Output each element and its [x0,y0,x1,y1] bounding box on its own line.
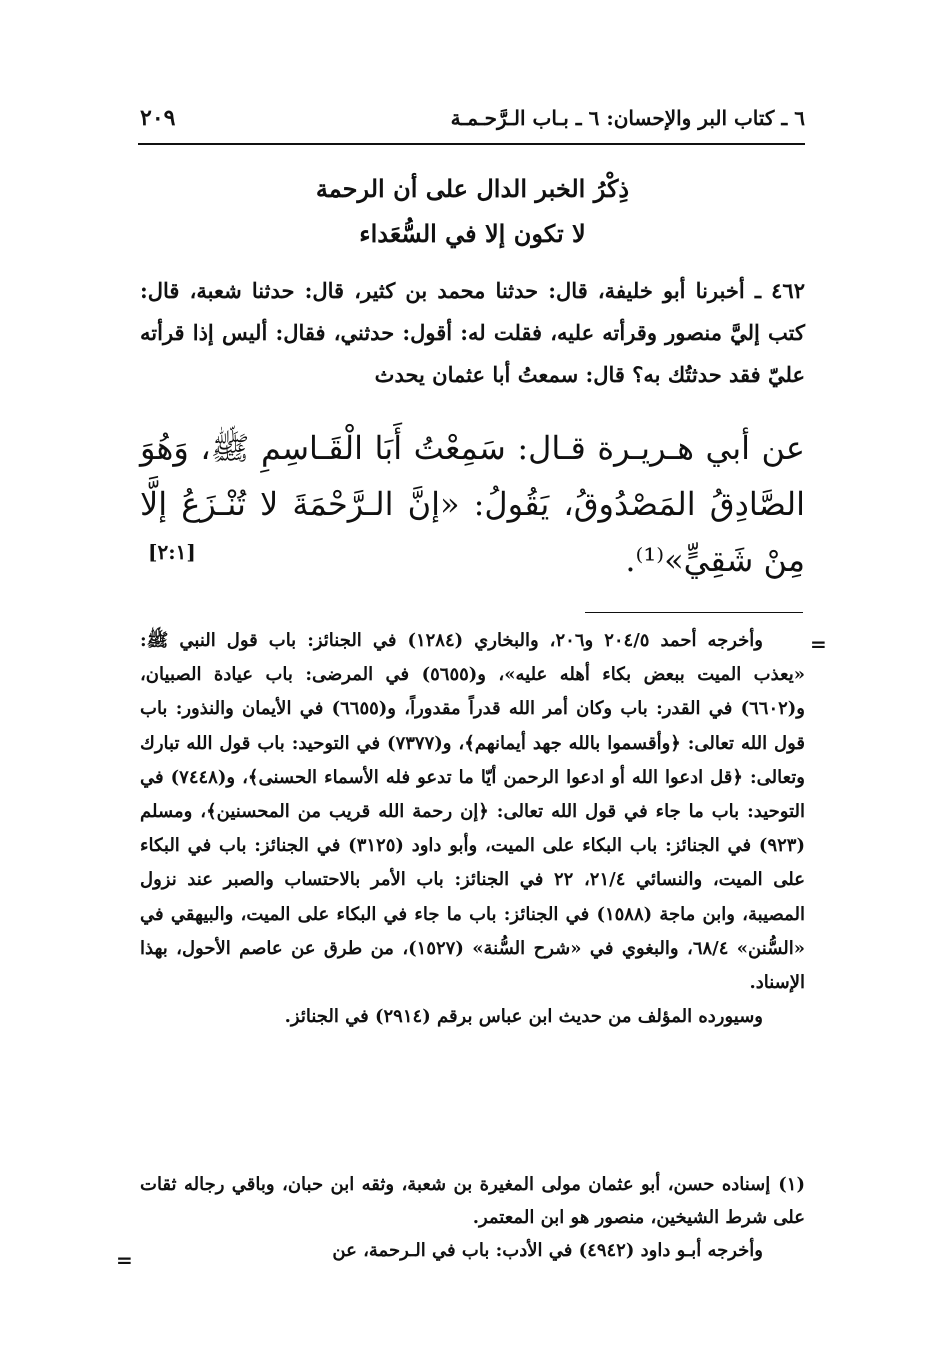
page-number: ٢٠٩ [140,105,176,131]
hadith-matn: عن أبي هـريـرة قـال: سَمِعْتُ أَبَا الْقَـاسِمِ ﷺ، وَهُوَ الصَّادِقُ المَصْدُوقُ، يَقُولُ: «إنَّ الـرَّحْمَةَ لا تُنْـزَعُ إلَّا مِنْ شَقِيٍّ»⁽¹⁾. [140,429,805,579]
hadith-isnad: ٤٦٢ ـ أخبرنا أبو خليفة، قال: حدثنا محمد بن كثير، قال: حدثنا شعبة، قال: كتب إليَّ منصور وقرأته عليه، فقلت له: أقول: حدثني، فقال: أليس إذا قرأته عليّ فقد حدثتُك به؟ قال: سمعتُ أبا عثمان يحدث [140,278,805,387]
continuation-mark-top: = [810,632,827,656]
heading-line-1: ذِكْرُ الخبر الدال على أن الرحمة [315,174,630,203]
footnote-1-body [140,1168,805,1234]
heading-line-2: لا تكون إلا في السُّعَداء [359,219,586,248]
footnote-label: (١) [778,1174,805,1195]
takhrij-paragraph-2: وسيورده المؤلف من حديث ابن عباس برقم (٢٩١٤) في الجنائز. [284,1006,763,1028]
running-title: ٦ ـ كتاب البر والإحسان: ٦ ـ بـاب الـرَّحـمـة [450,106,805,130]
takhrij-notes [140,624,805,1034]
footnote-next-paragraph: وأخرجه أبـو داود (٤٩٤٢) في الأدب: باب في الـرحمة، عن [332,1240,763,1261]
footnote-text: إسناده حسن، أبو عثمان مولى المغيرة بن شعبة، وثقه ابن حبان، وباقي رجاله ثقات على شرط الشيخين، منصور هو ابن المعتمر. [140,1174,805,1228]
footnote-rule [585,612,803,613]
header-rule [138,143,805,145]
hadith-grading: [٢:١] [148,540,196,564]
running-header [140,98,805,138]
footnote-1 [140,1168,805,1267]
takhrij-paragraph-1: وأخرجه أحمد ٢٠٤/٥ و٢٠٦، والبخاري (١٢٨٤) في الجنائز: باب قول النبي ﷺ: «يعذب الميت ببعض بكاء أهله عليه»، و(٥٦٥٥) في المرضى: باب عيادة الصبيان، و(٦٦٠٢) في القدر: باب وكان أمر الله قدراً مقدوراً، و(٦٦٥٥) في الأيمان والنذور: باب قول الله تعالى: ﴿وأقسموا بالله جهد أيمانهم﴾، و(٧٣٧٧) في التوحيد: باب قول الله تبارك وتعالى: ﴿قل ادعوا الله أو ادعوا الرحمن أيّا ما تدعو فله الأسماء الحسنى﴾، و(٧٤٤٨) في التوحيد: باب ما جاء في قول الله تعالى: ﴿إن رحمة الله قريب من المحسنين﴾، ومسلم (٩٢٣) في الجنائز: باب البكاء على الميت، وأبو داود (٣١٢٥) في الجنائز: باب في البكاء على الميت، والنسائي ٢١/٤، ٢٢ في الجنائز: باب الأمر بالاحتساب والصبر عند نزول المصيبة، وابن ماجة (١٥٨٨) في الجنائز: باب ما جاء في البكاء على الميت، والبيهقي في «السُّنن» ٦٨/٤، والبغوي في «شرح السُّنة» (١٥٢٧)، من طرق عن عاصم الأحول، بهذا الإسناد. [140,630,806,994]
section-heading [140,166,805,256]
continuation-mark-bottom: = [116,1248,133,1272]
